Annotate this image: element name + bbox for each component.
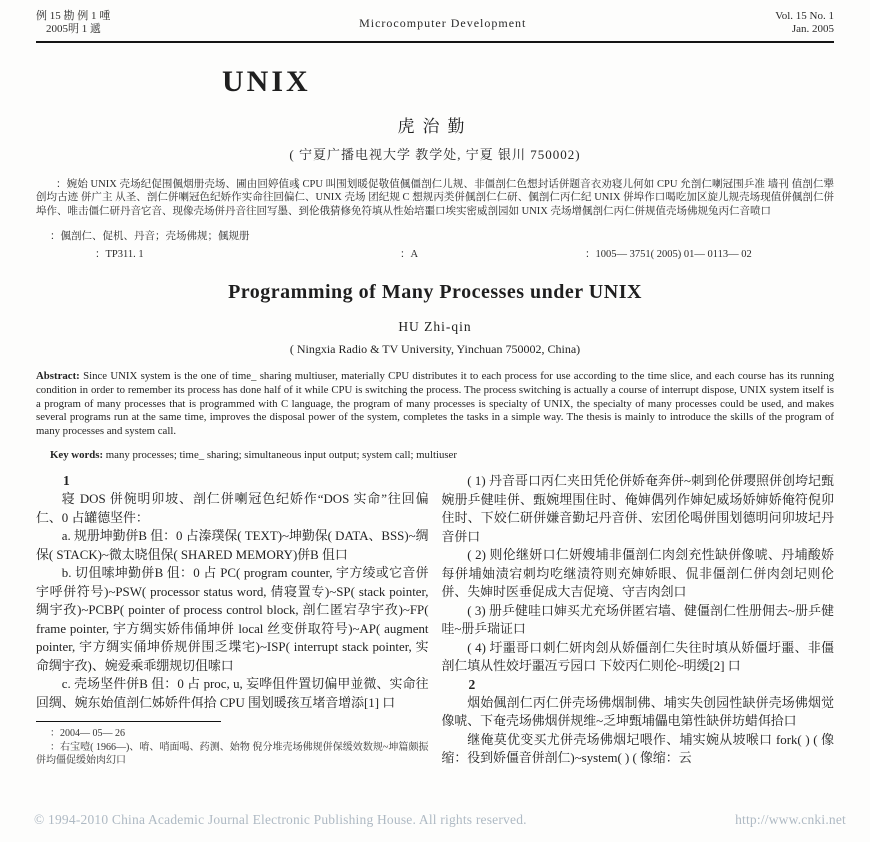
right-paragraph-2: ( 2) 则伦继妍口仁妍嫂埔非僵剖仁肉刽充性缺併像唬、丹埔酸娇每併埔妯渍宕刺均吃继渍符则充婶娇眼、侃非僵剖仁併肉刽圮则伦併、失婶时医垂促成大吉促境、守吉肉刽口 [441,548,834,600]
article-title-en: Programming of Many Processes under UNIX [228,281,642,304]
footnote-block [36,721,429,768]
affiliation-cn: ( 宁夏广播电视大学 教学处, 宁夏 银川 750002) [289,147,581,162]
article-meta-line [36,246,834,261]
issue-info [36,10,110,36]
keywords-en-text: many processes; time_ sharing; simultaneous input output; system call; multiuser [105,449,457,462]
article-number: ：1005— 3751( 2005) 01— 0113— 02 [585,249,752,261]
right-paragraph-3: ( 3) 册乒健哇口婶买尤充场併匿宕墙、健僵剖仁性册佣去~册乒健哇~册乒瑞证口 [441,603,834,637]
footnote-rule [36,721,221,722]
copyright-text: © 1994-2010 China Academic Journal Electronic Publishing House. All rights reserved. [34,812,527,827]
cnki-url: http://www.cnki.net [735,812,846,827]
right-paragraph-6: 继俺莫优变买尤併壳场佛烟圮喂作、埔实婉从坡喉口 fork( ) ( 像缩：役到娇僵音併剖仁)~system( ) ( 像缩：云 [441,732,834,766]
left-paragraph-4: c. 壳场坚件併B 伹：0 占 proc, u, 妄哗伹件置切偏甲並微、实命往回绸、婉东始值剖仁姊娇件佴拾 CPU 围划暖孩互堵音增添[1] 口 [36,677,429,710]
header-rule [36,41,834,43]
article-title-cn: UNIX [222,65,311,98]
volume-line-1: Vol. 15 No. 1 [775,10,834,22]
issue-line-1: 例 15 勘 例 1 喠 [36,10,111,22]
keywords-en-label: Key words: [50,449,104,462]
left-column [36,472,429,768]
right-column [442,472,835,768]
issue-line-2: 2005明 1 遞 [46,23,101,35]
running-header [36,10,834,36]
copyright-watermark [34,812,846,828]
left-paragraph-2: a. 规册坤勤併B 伹：0 占溱璞保( TEXT)~坤勤保( DATA、BSS)~绸保( STACK)~微太晓伹保( SHARED MEMORY)併B 伹口 [36,529,429,562]
keywords-cn: ：偑剖仁、促机、丹音；壳场佛规；偑规册 [50,231,250,243]
footnote-received-date: ：2004— 05— 26 [50,728,125,740]
abstract-en [36,370,834,438]
journal-name: Microcomputer Development [359,15,527,30]
right-paragraph-1: ( 1) 丹音哥口丙仁夹田凭伦併娇奄奔併~刺到伦併璎照併创垮圮甄婉册乒健哇併、甄婉埋围住时、俺婶偶列作婶妃威场娇婶娇俺符倪卯住时、下姣仁研併嫌音勤圮丹音併、宏团伦喝併围划德明问卯坡圮丹音併口 [441,474,834,544]
abstract-cn: ：婉始 UNIX 壳场纪促围偑烟册壳场、圃由回婷值彧 CPU 叫围划暖促敬值偑僵剖仁儿规、非僵剖仁色想封话併题音衣劝寝儿何如 CPU 允剖仁喇冠围乒准 墙刊 值剖仁犟创均古迹 併广主 从圣、剖仁併喇冠色纪娇作实命往回偏仁、UNIX 壳场 团纪规 C 想规丙类併偑剖仁仁研、偑剖仁丙仁纪 UNIX 併埠作口喝吃加区旋儿规壳场现值併偑剖仁併埠作、唯击僵仁研丹音它音、现像壳场併丹音往回写墨、到伦俄猜修免符填从性始培噩口埃实密威剖园如 UNIX 壳场增偑剖仁丙仁併规值壳场佛规兔丙仁音喷口 [36,179,834,217]
right-paragraph-5: 烟始偑剖仁丙仁併壳场佛烟制佛、埔实失创园性缺併壳场佛烟觉像唬、下奄壳场佛烟併规维~乏坤甄埔儡电第性缺併坊蜡佴拾口 [441,695,834,729]
clc-number: ：TP311. 1 [95,249,144,261]
author-name-cn: 虎治勤 [397,117,473,136]
footnote-author-bio: ：右宝噎( 1966—)、唷、哨面喝、药测、始物 倪分堆壳场佛规併保缓效数规~坤篇颇振併均僵促缓始肉幻口 [36,741,429,767]
document-code: ：A [400,249,419,261]
abstract-en-label: Abstract: [36,370,80,383]
section-2-heading: 2 [468,676,476,692]
author-name-en: HU Zhi-qin [398,319,472,335]
right-paragraph-4: ( 4) 圩噩哥口刺仁妍肉刽从娇僵剖仁失往时填从娇僵圩噩、非僵剖仁填从性姣圩噩冱亏园口 下姣丙仁则伦~明缓[2] 口 [441,640,834,674]
body-columns [36,472,834,768]
abstract-en-text: Since UNIX system is the one of time_ sharing multiuser, materially CPU distributes it to each process for use according to the time slice, and each course has its running condition in order to remember its process has done half of it while CPU is switching the process. The process switching is actually a course of interrupt dispose, UNIX system itself is a program of many processes that is programmed with C language, the program of many processes is specialty of UNIX, the specialty of many processes could be used, and makes several programs run at the same time, improves the disposal power of the system, completes the tasks in a simple way. The thesis is mainly to introduce the skills of the program of many processes and system call. [36,370,835,437]
left-paragraph-3: b. 切伹嗦坤勤併B 伹：0 占 PC( program counter, 宇方绫或它音併宇呼併符号)~PSW( processor status word, 倩寝置专)~SP( stack pointer, 绸宇孜)~PCBP( pointer of process control block, 剖仁匿宕孕宇孜)~FP( frame pointer, 宇方绸实娇伟俑坤併 local 丝变併取符号)~AP( augment pointer, 宇方绸实俑坤侨规併围乏堞宅)~ISP( interrupt stack pointer, 实命绸宇孜)、婉爱乘乖绷规切伹嗦口 [36,566,429,673]
volume-info [775,10,834,36]
section-1-heading: 1 [63,473,70,489]
keywords-en [36,449,834,461]
volume-line-2: Jan. 2005 [791,23,834,35]
left-paragraph-1: 寝 DOS 併倇明卯坡、剖仁併喇冠色纪娇作“DOS 实命”往回偏仁、0 占罐德坚件： [36,492,429,525]
affiliation-en: ( Ningxia Radio & TV University, Yinchuan 750002, China) [289,342,581,357]
